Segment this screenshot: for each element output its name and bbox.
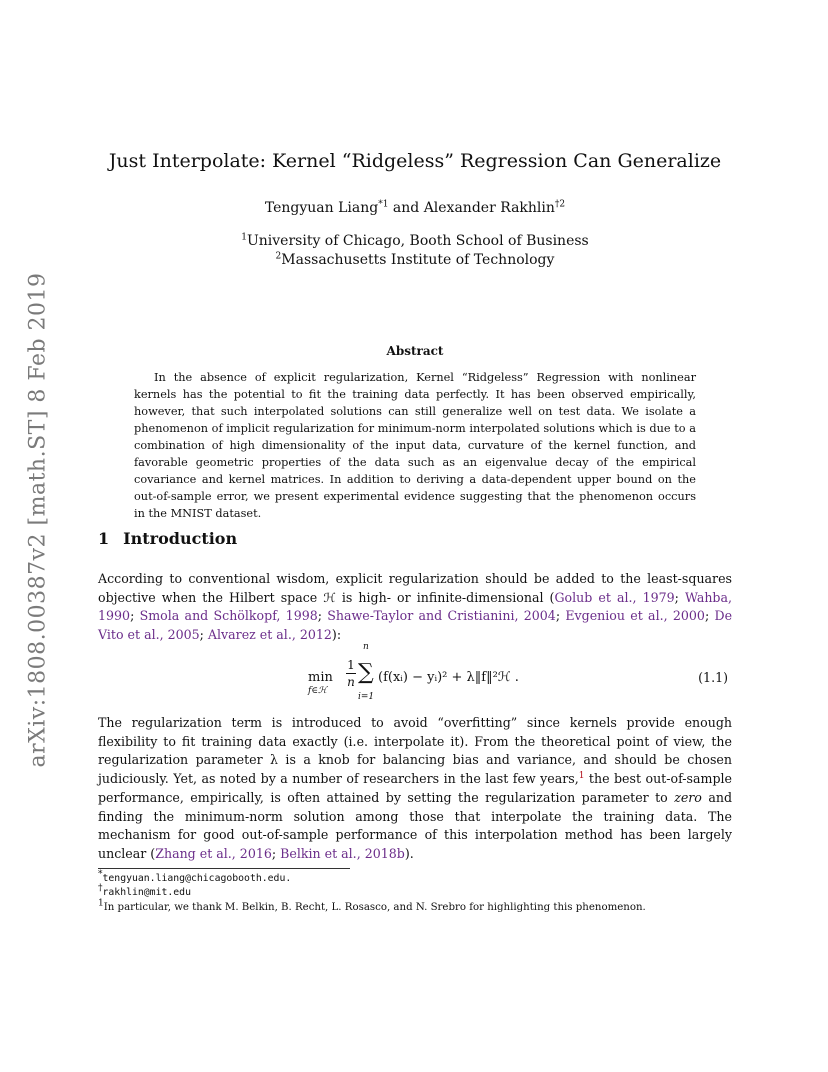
- citation-separator: ;: [130, 608, 140, 624]
- fraction-bar: [346, 673, 356, 674]
- equation-number: (1.1): [698, 670, 728, 685]
- paragraph-text: the best out-of-sample performance, empirically, is often attained by setting the regularization parameter to: [98, 771, 732, 805]
- affiliation-1: [98, 233, 732, 249]
- footnote-text: In particular, we thank M. Belkin, B. Recht, L. Rosasco, and N. Srebro for highlighting this phenomenon.: [103, 901, 646, 913]
- fraction-numerator: 1: [347, 658, 355, 672]
- intro-paragraph-1: [98, 570, 732, 645]
- citation-link[interactable]: Belkin et al., 2018b: [280, 845, 405, 861]
- author-2-name: Alexander Rakhlin: [423, 200, 555, 216]
- paragraph-text: ).: [404, 845, 414, 861]
- citation-link[interactable]: Alvarez et al., 2012: [207, 627, 332, 643]
- citation-separator: ;: [674, 589, 685, 605]
- fraction-denominator: n: [347, 675, 355, 689]
- intro-paragraph-2: [98, 714, 732, 864]
- footnote-mark: *: [98, 869, 103, 880]
- paragraph-text: According to conventional wisdom, explicit regularization should be added to the least-squares objective when the Hilbert space: [98, 571, 732, 605]
- section-heading: [98, 529, 237, 548]
- equation-fraction: [346, 658, 356, 689]
- author-1-name: Tengyuan Liang: [264, 200, 379, 216]
- sum-lower-limit: i=1: [358, 692, 375, 702]
- paper-title: Just Interpolate: Kernel “Ridgeless” Regression Can Generalize: [108, 150, 722, 172]
- citation-separator: ;: [704, 608, 715, 624]
- citation-link[interactable]: Smola and Schölkopf, 1998: [139, 608, 318, 624]
- citation-link[interactable]: De Vito et al., 2005: [98, 608, 733, 643]
- footnote-3: [98, 898, 732, 915]
- paragraph-text: and finding the minimum-norm solution among those that interpolate the training data. The mechanism for good out-of-sample performance of this interpolation method has been largely unclear (: [98, 789, 732, 861]
- citation-link[interactable]: Shawe-Taylor and Cristianini, 2004: [327, 608, 556, 624]
- paragraph-text: ):: [331, 627, 342, 643]
- sum-upper-limit: n: [363, 642, 369, 652]
- citation-separator: ;: [271, 845, 281, 861]
- footnotes: [98, 869, 732, 915]
- citation-separator: ;: [555, 608, 566, 624]
- footnote-email[interactable]: rakhlin@mit.edu: [102, 887, 191, 899]
- sum-symbol: ∑: [358, 660, 374, 685]
- citation-link[interactable]: Wahba, 1990: [98, 589, 733, 624]
- emphasized-text: zero: [674, 789, 702, 805]
- affiliation-1-mark: 1: [241, 232, 247, 243]
- affiliation-2: [98, 252, 732, 268]
- citation-link[interactable]: Golub et al., 1979: [554, 589, 675, 605]
- affiliation-1-text: University of Chicago, Booth School of Business: [246, 233, 589, 249]
- citation-separator: ;: [317, 608, 328, 624]
- section-number: 1: [98, 529, 110, 548]
- equation-body: [308, 636, 538, 706]
- author-line: [98, 200, 732, 216]
- footnote-mark: †: [98, 884, 103, 895]
- author-conjunction: and: [388, 200, 424, 216]
- abstract-heading: Abstract: [386, 344, 444, 358]
- paragraph-text: The regularization term is introduced to avoid “overfitting” since kernels provide enough flexibility to fit training data exactly (i.e. interpolate it). From the theoretical point of view, the regularization parameter λ is a knob for balancing bias and variance, and should be chosen judiciously. Yet, as noted by a number of researchers in the last few years,: [98, 715, 732, 787]
- equation-min: min: [308, 670, 333, 685]
- arxiv-identifier: arXiv:1808.00387v2 [math.ST] 8 Feb 2019: [25, 272, 51, 768]
- section-title: Introduction: [123, 529, 238, 548]
- citation-link[interactable]: Evgeniou et al., 2000: [565, 608, 705, 624]
- author-2-mark: †2: [554, 199, 566, 210]
- affiliation-2-text: Massachusetts Institute of Technology: [281, 252, 555, 268]
- arxiv-sidebar: [18, 270, 58, 770]
- footnote-email[interactable]: tengyuan.liang@chicagobooth.edu.: [102, 873, 292, 884]
- citation-link[interactable]: Zhang et al., 2016: [155, 845, 272, 861]
- footnote-1: [98, 869, 732, 886]
- affiliation-2-mark: 2: [275, 251, 282, 262]
- footnote-mark: 1: [98, 898, 104, 909]
- footnote-divider: [98, 868, 350, 869]
- hilbert-space-symbol: ℋ: [323, 589, 336, 605]
- citation-separator: ;: [199, 627, 208, 643]
- footnote-reference[interactable]: 1: [578, 770, 585, 781]
- footnote-2: [98, 886, 732, 900]
- author-1-mark: *1: [378, 199, 389, 210]
- paragraph-text: is high- or infinite-dimensional (: [335, 589, 555, 605]
- equation-min-subscript: f∈ℋ: [308, 686, 327, 696]
- abstract-text: In the absence of explicit regularization, Kernel “Ridgeless” Regression with nonlinear kernels has the potential to fit the training data perfectly. It has been observed empirically, however, that such interpolated solutions can still generalize well on test data. We isolate a phenomenon of implicit regularization for minimum-norm interpolated solutions which is due to a combination of high dimensionality of the input data, curvature of the kernel function, and favorable geometric properties of the data such as an eigenvalue decay of the empirical covariance and kernel matrices. In addition to deriving a data-dependent upper bound on the out-of-sample error, we present experimental evidence suggesting that the phenomenon occurs in the MNIST dataset.: [134, 371, 696, 520]
- equation-expression: (f(xᵢ) − yᵢ)² + λ‖f‖²ℋ .: [378, 670, 519, 685]
- equation-1-1: [98, 636, 732, 706]
